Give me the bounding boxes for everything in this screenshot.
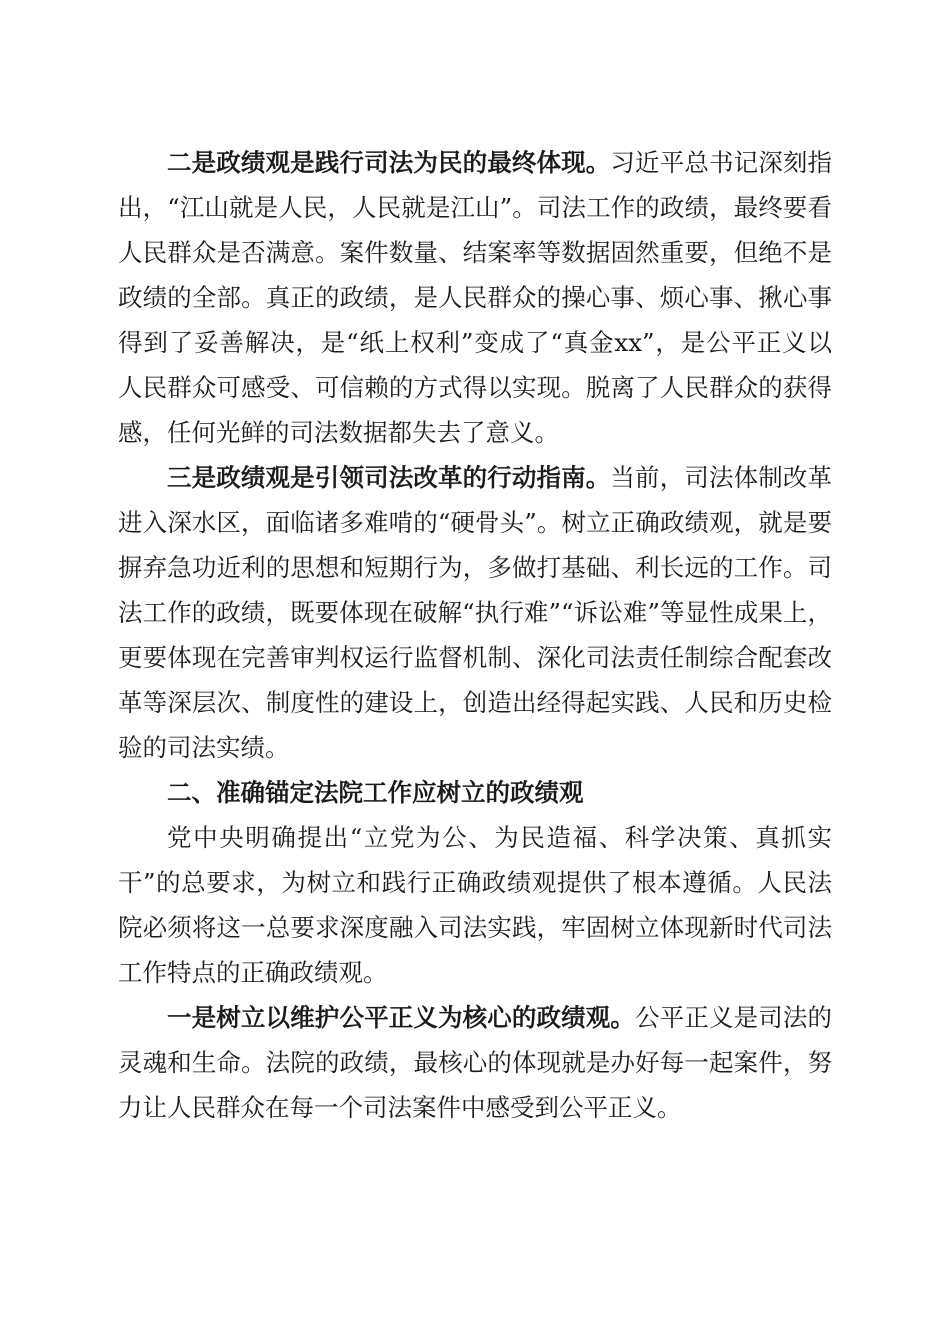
paragraph-fairness-justice — [118, 995, 832, 1130]
document-page — [118, 140, 832, 1130]
paragraph-body: 当前，司法体制改革进入深水区，面临诸多难啃的“硬骨头”。树立正确政绩观，就是要摒弃急功近利的思想和短期行为，多做打基础、利长远的工作。司法工作的政绩，既要体现在破解“执行难”“诉讼难”等显性成果上，更要体现在完善审判权运行监督机制、深化司法责任制综合配套改革等深层次、制度性的建设上，创造出经得起实践、人民和历史检验的司法实绩。 — [118, 463, 832, 762]
paragraph-lead: 二是政绩观是践行司法为民的最终体现。 — [167, 148, 611, 177]
paragraph-body: 习近平总书记深刻指出，“江山就是人民，人民就是江山”。司法工作的政绩，最终要看人民群众是否满意。案件数量、结案率等数据固然重要，但绝不是政绩的全部。真正的政绩，是人民群众的操心事、烦心事、揪心事得到了妥善解决，是“纸上权利”变成了“真金xx”，是公平正义以人民群众可感受、可信赖的方式得以实现。脱离了人民群众的获得感，任何光鲜的司法数据都失去了意义。 — [118, 148, 832, 447]
paragraph-judicial-for-people — [118, 140, 832, 455]
paragraph-body: 公平正义是司法的灵魂和生命。法院的政绩，最核心的体现就是办好每一起案件，努力让人民群众在每一个司法案件中感受到公平正义。 — [118, 1003, 833, 1122]
paragraph-judicial-reform — [118, 455, 832, 770]
paragraph-lead: 一是树立以维护公平正义为核心的政绩观。 — [167, 1003, 636, 1032]
section-heading: 二、准确锚定法院工作应树立的政绩观 — [167, 778, 584, 807]
paragraph-lead: 三是政绩观是引领司法改革的行动指南。 — [167, 463, 611, 492]
section-intro-paragraph: 党中央明确提出“立党为公、为民造福、科学决策、真抓实干”的总要求，为树立和践行正确政绩观提供了根本遵循。人民法院必须将这一总要求深度融入司法实践，牢固树立体现新时代司法工作特点的正确政绩观。 — [118, 823, 832, 987]
